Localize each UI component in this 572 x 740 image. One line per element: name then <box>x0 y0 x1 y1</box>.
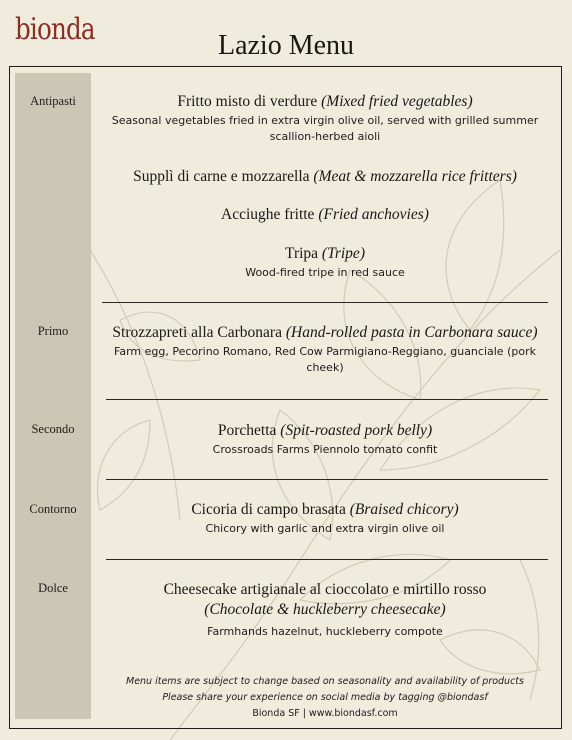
item-description: Crossroads Farms Piennolo tomato confit <box>212 443 438 456</box>
section-divider <box>102 302 548 303</box>
menu-item <box>100 244 550 281</box>
category-primo: Primo <box>37 324 69 338</box>
item-description: Wood-fired tripe in red sauce <box>245 266 405 279</box>
contact-line: Bionda SF | www.biondasf.com <box>252 708 398 719</box>
category-secondo: Secondo <box>31 422 75 436</box>
menu-item <box>100 92 550 145</box>
item-name: Tripa <box>285 245 319 262</box>
item-name: Strozzapreti alla Carbonara <box>112 324 282 341</box>
item-title <box>100 205 550 225</box>
menu-footer <box>100 674 550 722</box>
menu-item <box>100 167 550 187</box>
category-antipasti: Antipasti <box>30 94 76 108</box>
item-title <box>100 500 550 520</box>
item-description: Chicory with garlic and extra virgin olive oil <box>205 522 445 535</box>
item-name: Supplì di carne e mozzarella <box>133 168 310 185</box>
item-translation: (Mixed fried vegetables) <box>321 93 473 110</box>
item-name: Cicoria di campo brasata <box>191 501 346 518</box>
section-divider <box>106 399 548 400</box>
section-divider <box>106 479 548 480</box>
category-dolce: Dolce <box>38 581 68 595</box>
menu-item <box>100 421 550 458</box>
item-title <box>100 421 550 441</box>
menu-item <box>100 323 550 376</box>
item-title <box>100 167 550 187</box>
bionda-logo: bionda <box>15 12 95 47</box>
item-title <box>100 92 550 112</box>
item-description: Farm egg, Pecorino Romano, Red Cow Parmigiano-Reggiano, guanciale (pork cheek) <box>114 345 536 374</box>
item-translation: (Tripe) <box>321 245 365 262</box>
item-translation: (Meat & mozzarella rice fritters) <box>313 168 517 185</box>
menu-item <box>100 580 550 640</box>
item-translation: (Spit-roasted pork belly) <box>280 422 433 439</box>
social-note: Please share your experience on social media by tagging @biondasf <box>162 692 488 703</box>
item-name: Cheesecake artigianale al cioccolato e mirtillo rosso <box>163 581 487 598</box>
item-name: Porchetta <box>217 422 277 439</box>
seasonality-note: Menu items are subject to change based on seasonality and availability of products <box>126 676 524 687</box>
item-title <box>100 244 550 264</box>
section-divider <box>106 559 548 560</box>
item-description: Farmhands hazelnut, huckleberry compote <box>207 625 443 638</box>
item-translation: (Fried anchovies) <box>318 206 429 223</box>
item-description: Seasonal vegetables fried in extra virgin olive oil, served with grilled summer scallion-herbed aioli <box>111 114 539 143</box>
item-name: Fritto misto di verdure <box>177 93 318 110</box>
item-title <box>100 323 550 343</box>
category-sidebar <box>15 73 91 719</box>
item-translation: (Chocolate & huckleberry cheesecake) <box>204 601 446 618</box>
category-contorno: Contorno <box>29 502 77 516</box>
item-name: Acciughe fritte <box>221 206 315 223</box>
menu-item <box>100 205 550 225</box>
item-translation: (Braised chicory) <box>349 501 459 518</box>
page-title: Lazio Menu <box>217 30 355 61</box>
item-translation: (Hand-rolled pasta in Carbonara sauce) <box>285 324 538 341</box>
menu-item <box>100 500 550 537</box>
